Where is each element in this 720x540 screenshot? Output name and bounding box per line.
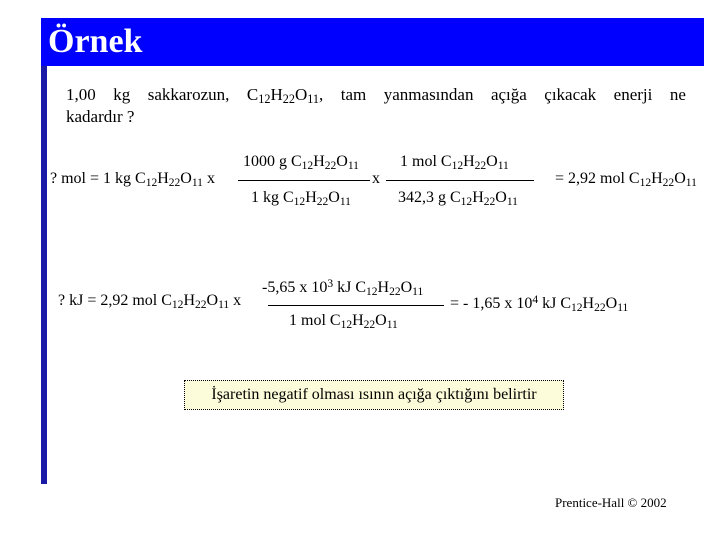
question-word: kg bbox=[113, 85, 131, 104]
question-word: yanmasından bbox=[383, 85, 474, 104]
note-box: İşaretin negatif olması ısının açığa çıktığını belirtir bbox=[184, 380, 564, 410]
eq1-lhs: ? mol = 1 kg $C_{12}H_{22}O_{11}$ x bbox=[50, 170, 215, 189]
question-word: ne bbox=[669, 85, 686, 104]
eq1-multiply-sign: x bbox=[372, 170, 380, 187]
eq1-fraction2-bar bbox=[386, 180, 534, 181]
eq2-fraction-bar bbox=[268, 305, 444, 306]
sucrose-formula: $C_{12}H_{22}O_{11}$, bbox=[246, 85, 324, 107]
question-word: tam bbox=[340, 85, 367, 104]
left-accent-rule bbox=[41, 66, 47, 484]
question-word: sakkarozun, bbox=[147, 85, 230, 104]
question-word: açığa bbox=[490, 85, 527, 104]
eq2-numerator: -5,65 x $10^3$ kJ $C_{12}H_{22}O_{11}$ bbox=[262, 277, 424, 298]
question-word: 1,00 bbox=[66, 85, 96, 104]
eq1-fraction2-numerator: 1 mol $C_{12}H_{22}O_{11}$ bbox=[400, 153, 509, 172]
question-text bbox=[66, 84, 686, 128]
slide-title: Örnek bbox=[48, 23, 143, 60]
question-word: enerji bbox=[613, 85, 653, 104]
footer-credit: Prentice-Hall © 2002 bbox=[555, 495, 667, 510]
eq1-result: = 2,92 mol $C_{12}H_{22}O_{11}$ bbox=[555, 170, 697, 189]
eq1-fraction1-bar bbox=[238, 180, 370, 181]
eq1-fraction1-numerator: 1000 g $C_{12}H_{22}O_{11}$ bbox=[243, 153, 359, 172]
eq1-fraction2-denominator: 342,3 g $C_{12}H_{22}O_{11}$ bbox=[398, 189, 518, 208]
eq2-lhs: ? kJ = 2,92 mol $C_{12}H_{22}O_{11}$ x bbox=[58, 292, 242, 311]
eq1-fraction1-denominator: 1 kg $C_{12}H_{22}O_{11}$ bbox=[251, 189, 351, 208]
eq2-result: = - 1,65 x $10^4$ kJ $C_{12}H_{22}O_{11}$ bbox=[450, 293, 629, 314]
question-word: çıkacak bbox=[544, 85, 597, 104]
question-line-1 bbox=[66, 84, 686, 106]
question-line-2: kadardır ? bbox=[66, 107, 135, 126]
eq2-denominator: 1 mol $C_{12}H_{22}O_{11}$ bbox=[289, 312, 398, 331]
